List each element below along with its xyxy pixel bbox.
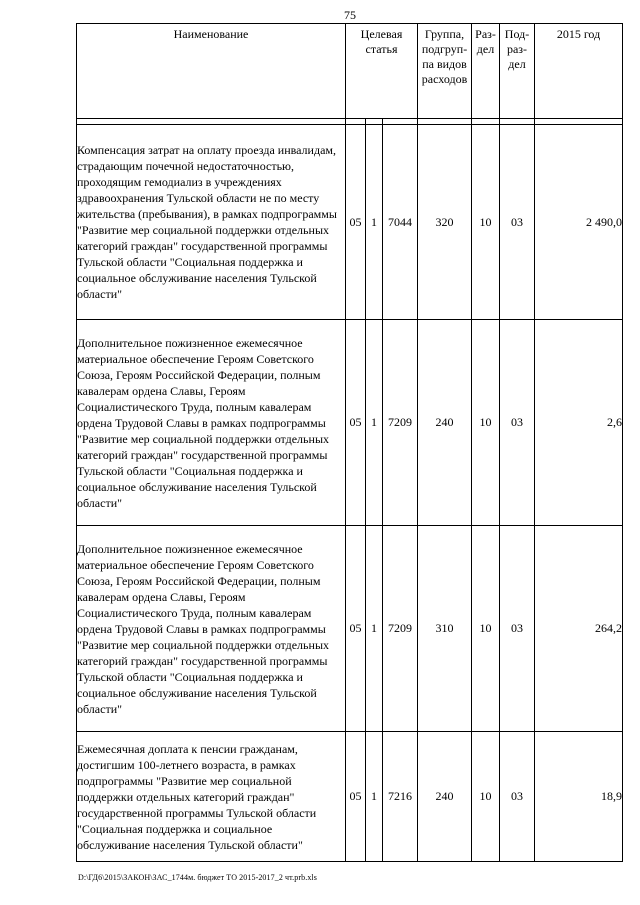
table-row: [77, 125, 623, 320]
row-section: 10: [472, 526, 500, 732]
row-subsection: 03: [500, 526, 535, 732]
row-subprogram: 1: [366, 125, 383, 320]
row-subprogram: 1: [366, 732, 383, 862]
row-group: 240: [418, 732, 472, 862]
row-program: 05: [346, 526, 366, 732]
table-header-row: [77, 24, 623, 119]
table-row: [77, 732, 623, 862]
header-name: Наименование: [77, 24, 346, 119]
header-target-article: Целевая статья: [346, 24, 418, 119]
row-subsection: 03: [500, 125, 535, 320]
row-subprogram: 1: [366, 526, 383, 732]
row-section: 10: [472, 732, 500, 862]
header-section: Раз-дел: [472, 24, 500, 119]
row-program: 05: [346, 732, 366, 862]
row-amount: 2 490,0: [535, 125, 623, 320]
table-row: [77, 320, 623, 526]
footer-file-path: D:\ГД6\2015\ЗАКОН\ЗАС_1744м. бюджет ТО 2015-2017_2 чт.prb.xls: [78, 873, 317, 882]
row-code: 7209: [383, 320, 418, 526]
row-name: Ежемесячная доплата к пенсии гражданам, достигшим 100-летнего возраста, в рамках подпрограммы "Развитие мер социальной поддержки отдельных категорий граждан" государственной программы Тульской области "Социальная поддержка и социальное обслуживание населения Тульской области": [77, 732, 346, 862]
row-code: 7216: [383, 732, 418, 862]
header-year: 2015 год: [535, 24, 623, 119]
row-amount: 2,6: [535, 320, 623, 526]
header-group: Группа, подгруп-па видов расходов: [418, 24, 472, 119]
row-amount: 18,9: [535, 732, 623, 862]
row-program: 05: [346, 125, 366, 320]
row-group: 240: [418, 320, 472, 526]
row-group: 320: [418, 125, 472, 320]
row-code: 7044: [383, 125, 418, 320]
row-name: Дополнительное пожизненное ежемесячное материальное обеспечение Героям Советского Союза, Героям Российской Федерации, полным кавалерам ордена Славы, Героям Социалистического Труда, полным кавалерам ордена Трудовой Славы в рамках подпрограммы "Развитие мер социальной поддержки отдельных категорий граждан" государственной программы Тульской области "Социальная поддержка и социальное обслуживание населения Тульской области": [77, 320, 346, 526]
row-group: 310: [418, 526, 472, 732]
row-name: Компенсация затрат на оплату проезда инвалидам, страдающим почечной недостаточностью, проходящим гемодиализ в учреждениях здравоохранения Тульской области не по месту жительства (пребывания), в рамках подпрограммы "Развитие мер социальной поддержки отдельных категорий граждан" государственной программы Тульской области "Социальная поддержка и социальное обслуживание населения Тульской области": [77, 125, 346, 320]
table-row: [77, 526, 623, 732]
row-amount: 264,2: [535, 526, 623, 732]
row-subsection: 03: [500, 732, 535, 862]
row-code: 7209: [383, 526, 418, 732]
page-number: 75: [344, 8, 356, 22]
row-section: 10: [472, 320, 500, 526]
row-subsection: 03: [500, 320, 535, 526]
row-program: 05: [346, 320, 366, 526]
row-name: Дополнительное пожизненное ежемесячное материальное обеспечение Героям Советского Союза, Героям Российской Федерации, полным кавалерам ордена Славы, Героям Социалистического Труда, полным кавалерам ордена Трудовой Славы в рамках подпрограммы "Развитие мер социальной поддержки отдельных категорий граждан" государственной программы Тульской области "Социальная поддержка и социальное обслуживание населения Тульской области": [77, 526, 346, 732]
budget-table: [76, 23, 623, 862]
row-subprogram: 1: [366, 320, 383, 526]
row-section: 10: [472, 125, 500, 320]
header-subsection: Под-раз-дел: [500, 24, 535, 119]
